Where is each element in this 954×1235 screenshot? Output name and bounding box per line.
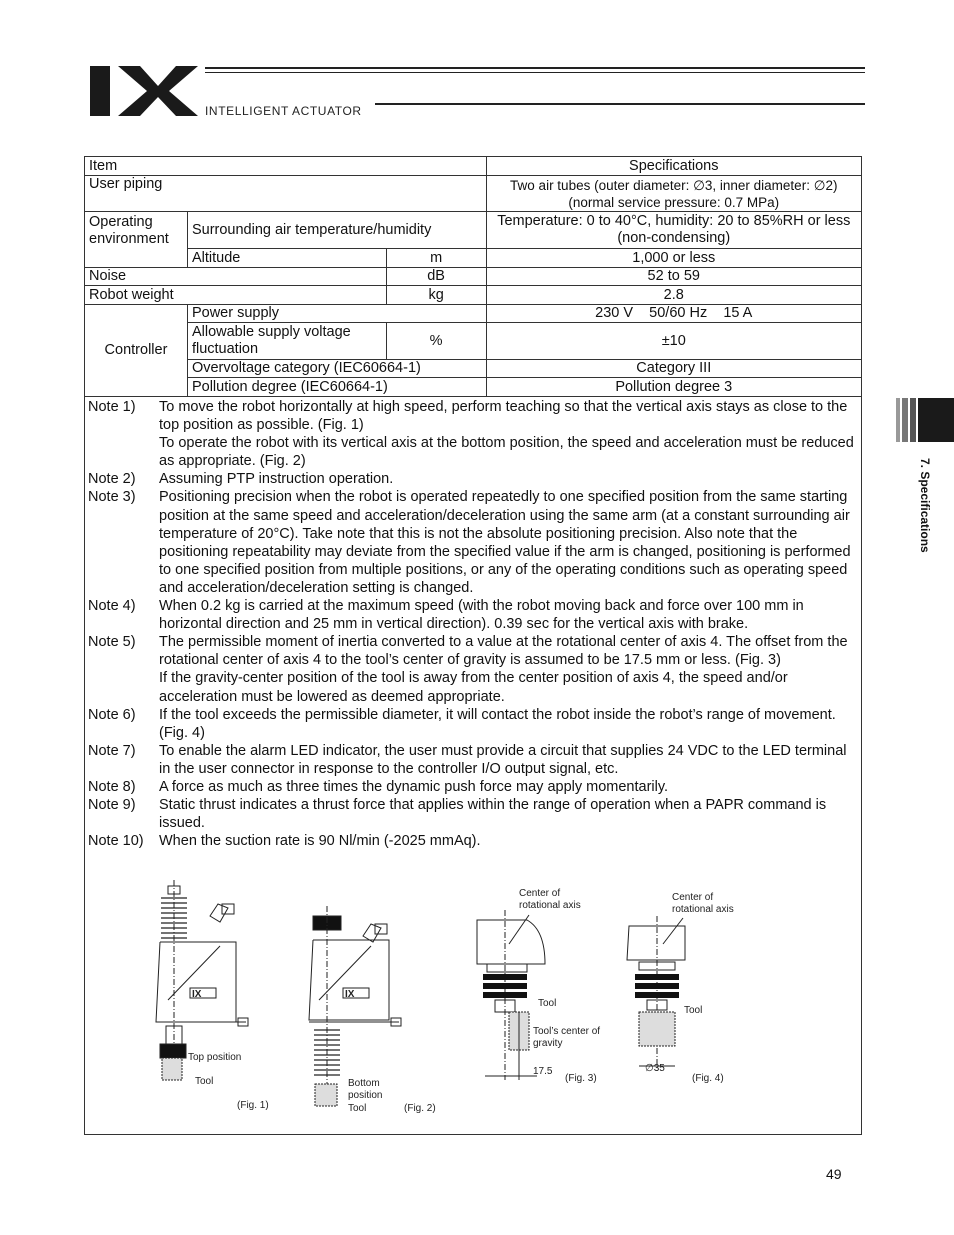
fig3-tool-label: Tool xyxy=(538,998,557,1009)
header-rule-mid xyxy=(205,72,865,73)
row-altitude xyxy=(85,249,862,268)
note-item: Note 2) Assuming PTP instruction operation. xyxy=(88,471,394,488)
overvoltage-spec: Category III xyxy=(486,360,861,378)
altitude-spec: 1,000 or less xyxy=(486,249,861,268)
controller-label: Controller xyxy=(85,305,188,397)
fig4-center-axis-label: Center of rotational axis xyxy=(672,892,734,915)
fig2-caption: (Fig. 2) xyxy=(404,1103,436,1114)
fig3-tool-cog-label: Tool’s center of gravity xyxy=(533,1026,601,1049)
user-piping-label: User piping xyxy=(85,176,487,212)
overvoltage-label: Overvoltage category (IEC60664-1) xyxy=(187,360,486,378)
fig1-top-position-label: Top position xyxy=(188,1052,242,1063)
svg-text:IX: IX xyxy=(345,989,355,1000)
page-number: 49 xyxy=(826,1166,842,1182)
row-noise xyxy=(85,268,862,286)
row-overvoltage xyxy=(85,360,862,378)
air-temp-label: Surrounding air temperature/humidity xyxy=(187,212,486,249)
fig4-permissible-diameter xyxy=(625,916,725,1076)
note-item: Note 7) To enable the alarm LED indicator, the user must provide a circuit that supplies 24 VDC to the LED terminal in the user connector in response to the controller I/O output signal, etc. xyxy=(88,742,847,777)
fig3-center-axis-label: Center of rotational axis xyxy=(519,888,581,911)
row-air-temperature xyxy=(85,212,862,249)
fig2-tool-label: Tool xyxy=(348,1103,367,1114)
table-header-row xyxy=(85,157,862,176)
air-temp-spec: Temperature: 0 to 40°C, humidity: 20 to 85%RH or less (non-condensing) xyxy=(486,212,861,249)
figures-area xyxy=(100,870,850,1130)
altitude-unit: m xyxy=(386,249,486,268)
svg-text:IX: IX xyxy=(192,989,202,1000)
notes-section xyxy=(88,398,858,850)
fig2-bottom-position-label: Bottom position xyxy=(348,1078,383,1101)
note-item: Note 10) When the suction rate is 90 Nl/min (-2025 mmAq). xyxy=(88,833,481,850)
fig3-caption: (Fig. 3) xyxy=(565,1073,597,1084)
header-item: Item xyxy=(85,157,487,176)
fig4-tool-label: Tool xyxy=(684,1005,703,1016)
fig1-tool-label: Tool xyxy=(195,1076,214,1087)
fig4-caption: (Fig. 4) xyxy=(692,1073,724,1084)
fig3-center-of-gravity xyxy=(475,910,575,1085)
pollution-spec: Pollution degree 3 xyxy=(486,378,861,397)
spec-table xyxy=(84,156,862,397)
noise-label: Noise xyxy=(85,268,387,286)
chapter-label: 7. Specifications xyxy=(918,458,932,553)
fig4-diameter-label: ∅35 xyxy=(645,1063,665,1074)
note-item: Note 3) Positioning precision when the robot is operated repeatedly to one specified position from the same starting position at the same speed and acceleration/deceleration using the same arm (at a constant surrounding air temperature of 20°C). Take note that this is not the absolute positioning precision. Also note that the positioning repeatability may deviate from the specified value if the arm is changed, positioning is performed to one specified position from multiple positions, or any of the operating conditions such as operating speed and acceleration/deceleration setting is changed. xyxy=(88,489,851,596)
row-voltage-fluctuation xyxy=(85,323,862,360)
power-supply-label: Power supply xyxy=(187,305,486,323)
row-user-piping xyxy=(85,176,862,212)
row-pollution xyxy=(85,378,862,397)
noise-unit: dB xyxy=(386,268,486,286)
weight-spec: 2.8 xyxy=(486,286,861,305)
fig3-offset-label: 17.5 xyxy=(533,1066,553,1077)
voltage-fluct-label: Allowable supply voltage fluctuation xyxy=(187,323,386,360)
chapter-tab-icon xyxy=(896,398,954,442)
header-rule-top xyxy=(205,67,865,69)
operating-env-label: Operating environment xyxy=(85,212,188,268)
voltage-spec: ±10 xyxy=(486,323,861,360)
note-item: Note 8) A force as much as three times the dynamic push force may apply momentarily. xyxy=(88,778,669,795)
note-item: Note 4) When 0.2 kg is carried at the maximum speed (with the robot moving back and force over 100 mm in horizontal direction and 25 mm in vertical direction). 0.39 sec for the vertical axis with brake. xyxy=(88,598,804,633)
user-piping-spec: Two air tubes (outer diameter: ∅3, inner diameter: ∅2) (normal service pressure: 0.7 MPa) xyxy=(486,176,861,212)
note-item: Note 9) Static thrust indicates a thrust force that applies within the range of operation when a PAPR command is issued. xyxy=(88,797,827,832)
weight-label: Robot weight xyxy=(85,286,387,305)
header-rule-low xyxy=(375,103,865,105)
weight-unit: kg xyxy=(386,286,486,305)
row-robot-weight xyxy=(85,286,862,305)
pollution-label: Pollution degree (IEC60664-1) xyxy=(187,378,486,397)
note-item: Note 6) If the tool exceeds the permissible diameter, it will contact the robot inside the robot’s range of movement. (Fig. 4) xyxy=(88,706,836,741)
brand-tagline: INTELLIGENT ACTUATOR xyxy=(205,104,362,118)
note-item: Note 1) To move the robot horizontally at high speed, perform teaching so that the vertical axis stays as close to the top position as possible. (Fig. 1) To operate the robot with its vertical axis at the bottom position, the speed and acceleration must be reduced as appropriate. (Fig. 2) xyxy=(88,399,854,470)
fig1-caption: (Fig. 1) xyxy=(237,1100,269,1111)
header-spec: Specifications xyxy=(486,157,861,176)
altitude-label: Altitude xyxy=(187,249,386,268)
row-power-supply xyxy=(85,305,862,323)
note-item: Note 5) The permissible moment of inertia converted to a value at the rotational center of axis 4. The offset from the rotational center of axis 4 to the tool’s center of gravity is assumed to be 17.5 mm or less. (Fig. 3) If the gravity-center position of the tool is away from the center position of axis 4, the speed and/or acceleration must be lowered as deemed appropriate. xyxy=(88,634,848,705)
power-supply-spec: 230 V 50/60 Hz 15 A xyxy=(486,305,861,323)
voltage-unit: % xyxy=(386,323,486,360)
noise-spec: 52 to 59 xyxy=(486,268,861,286)
